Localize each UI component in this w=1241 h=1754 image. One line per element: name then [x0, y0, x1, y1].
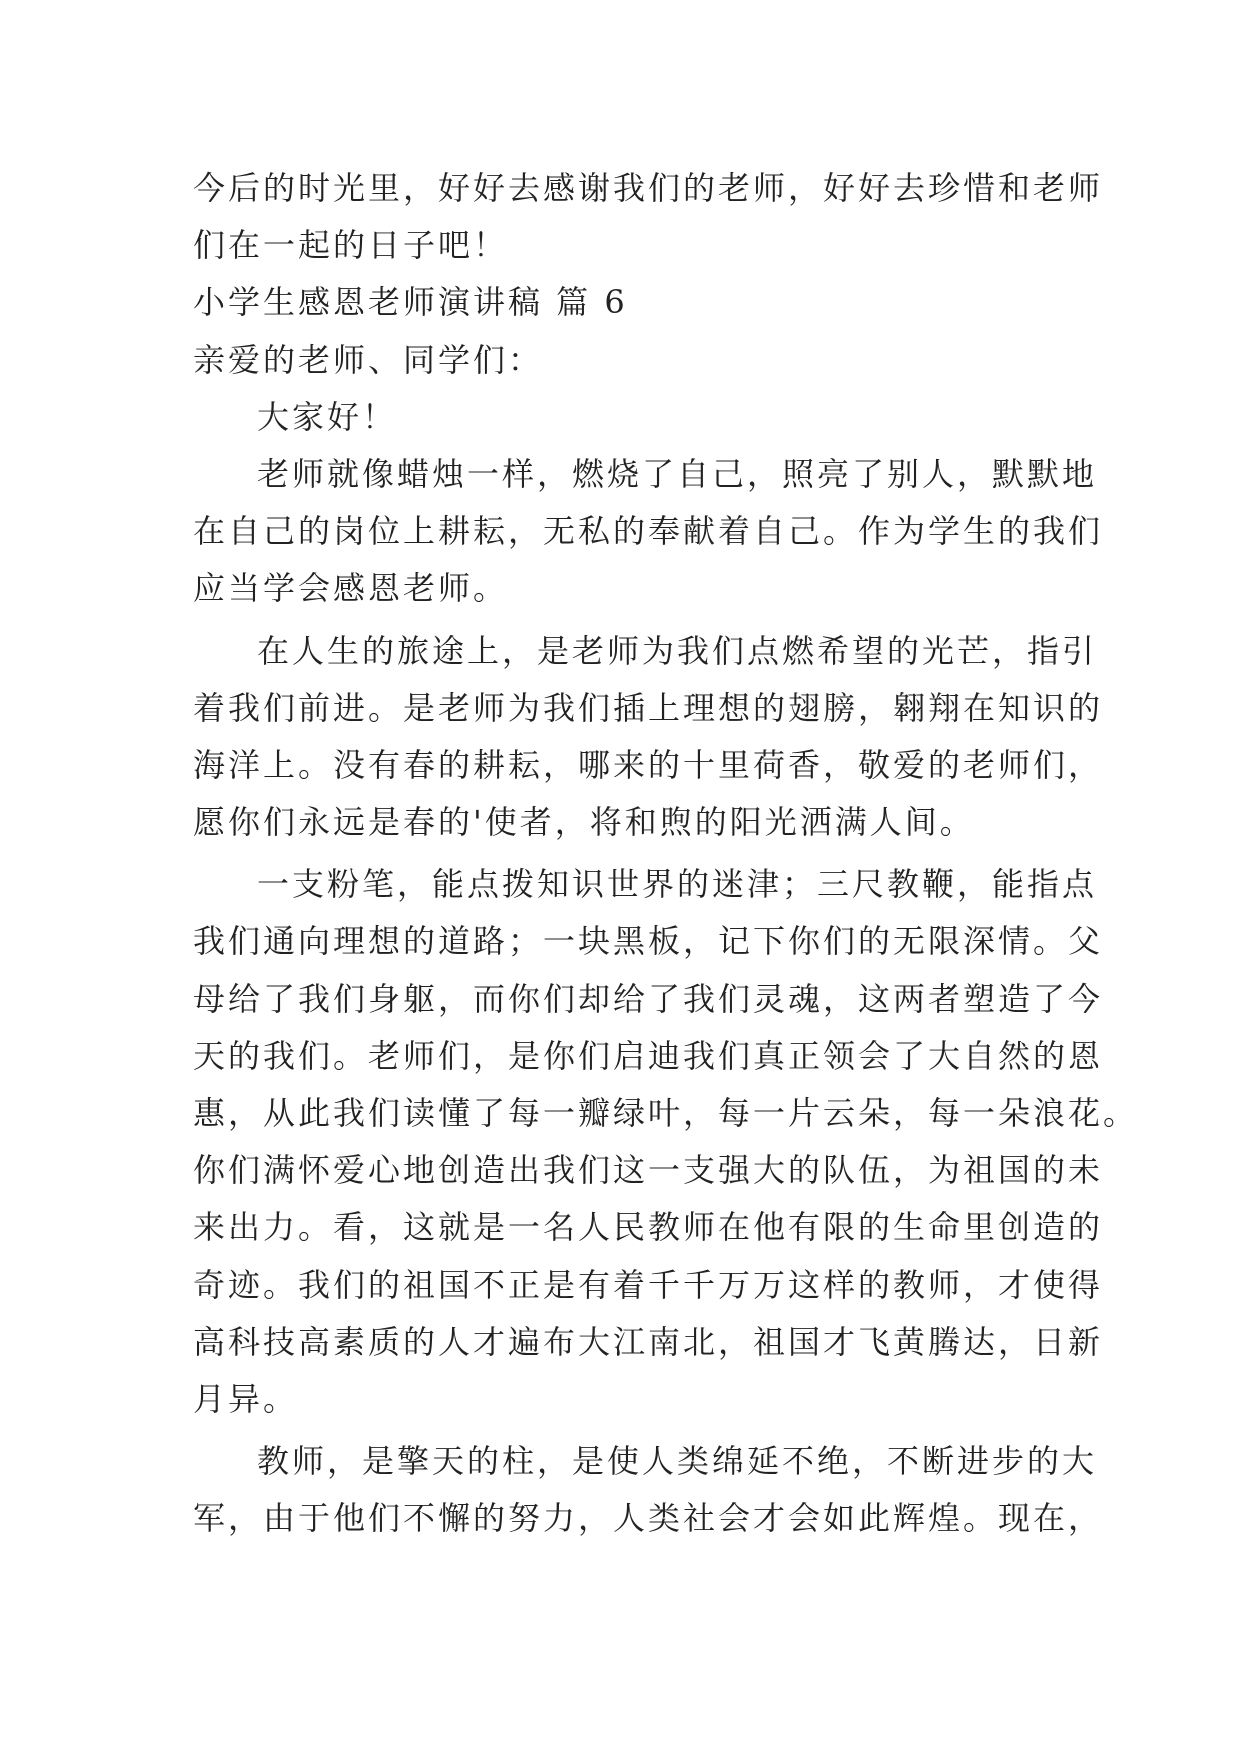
paragraph-start: 在人生的旅途上，是老师为我们点燃希望的光芒，指引	[257, 631, 1098, 670]
document-body	[193, 160, 1139, 1548]
text-line: 们在一起的日子吧！	[193, 226, 509, 265]
greeting: 大家好！	[257, 397, 398, 436]
text-line: 着我们前进。是老师为我们插上理想的翅膀，翱翔在知识的	[193, 688, 1104, 727]
paragraph-start: 老师就像蜡烛一样，燃烧了自己，照亮了别人，默默地	[257, 454, 1098, 493]
text-line: 你们满怀爱心地创造出我们这一支强大的队伍，为祖国的未	[193, 1151, 1104, 1190]
text-line: 高科技高素质的人才遍布大江南北，祖国才飞黄腾达，日新	[193, 1322, 1104, 1361]
text-line: 军，由于他们不懈的努力，人类社会才会如此辉煌。现在，	[193, 1499, 1104, 1538]
text-line: 应当学会感恩老师。	[193, 569, 509, 608]
text-line: 我们通向理想的道路；一块黑板，记下你们的无限深情。父	[193, 922, 1104, 961]
text-line: 愿你们永远是春的'使者，将和煦的阳光洒满人间。	[193, 803, 975, 842]
paragraph-start: 一支粉笔，能点拨知识世界的迷津；三尺教鞭，能指点	[257, 865, 1098, 904]
text-line: 惠，从此我们读懂了每一瓣绿叶，每一片云朵，每一朵浪花。	[193, 1094, 1139, 1132]
text-line: 海洋上。没有春的耕耘，哪来的十里荷香，敬爱的老师们，	[193, 745, 1104, 784]
text-line: 天的我们。老师们，是你们启迪我们真正领会了大自然的恩	[193, 1036, 1104, 1075]
text-line: 今后的时光里，好好去感谢我们的老师，好好去珍惜和老师	[193, 169, 1104, 207]
text-line: 母给了我们身躯，而你们却给了我们灵魂，这两者塑造了今	[193, 979, 1104, 1018]
text-line: 月异。	[193, 1379, 299, 1418]
salutation: 亲爱的老师、同学们：	[193, 340, 544, 379]
section-heading: 小学生感恩老师演讲稿 篇 6	[193, 283, 628, 322]
text-line: 在自己的岗位上耕耘，无私的奉献着自己。作为学生的我们	[193, 512, 1104, 551]
text-line: 来出力。看，这就是一名人民教师在他有限的生命里创造的	[193, 1208, 1104, 1247]
paragraph-start: 教师，是擎天的柱，是使人类绵延不绝，不断进步的大	[257, 1442, 1098, 1481]
text-line: 奇迹。我们的祖国不正是有着千千万万这样的教师，才使得	[193, 1265, 1104, 1304]
